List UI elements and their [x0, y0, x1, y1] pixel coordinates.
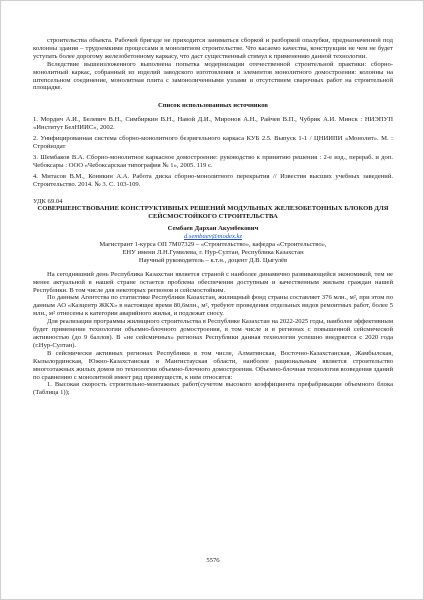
- affiliation-line: Магистрант 1-курса ОП 7М07329 – «Строительство», кафедра «Строительство»,: [99, 241, 327, 249]
- author-name: Сембаев Дархан Акумбекович: [167, 225, 259, 233]
- intro-paragraph: строительства объекта. Рабочей бригаде не приходится заниматься сборкой и разборкой опалубки, предназначенной под колонны здания – трудоемкими процессами в монолитном строительстве. Что касаемо качества, конструкции не чем не будет уступать более дорогому железобетонному каркасу, что даст существенный стимул к применению данной технологии.: [33, 37, 393, 60]
- page-number: 5576: [206, 557, 220, 564]
- body-paragraph: В сейсмически активных регионах Республики в том числе, Алматинская, Восточно-Казахстанская, Жамбылская, Кызылординская, Южно-Казахстанская и Мангистауская области, наиболее рациональным является строительство многоэтажных жилых домов по технологии объемно-блочного домостроения. Объемно-блочная технология возведения зданий по сравнению с монолитной имеет ряд преимуществ, к ним относятся:: [33, 349, 393, 381]
- reference-item: 4. Митасов В.М., Коникин А.А. Работа диска сборно-монолитного перекрытия // Известия высших учебных заведений. Строительство. 2014. № 3. С. 103-109.: [33, 172, 393, 188]
- list-item: 1. Высокая скорость строительно-монтажных работ(сучетом высокого коэффициента префабрикации объемного блока (Таблица 1));: [33, 381, 393, 397]
- references-heading: Список использованных источников: [158, 102, 268, 110]
- intro-paragraph: Вследствие вышеизложенного выполнена попытка модернизации отечественной строительной практики: сборно-монолитный каркас, собранный из изделий заводского изготовления и элементов монолитного домостроения: колонны на штепсельном соединение, монолитная плита с замоноличенными узлами и отсутствием сварочных работ на строительной площадке.: [33, 60, 393, 92]
- author-email-link[interactable]: d.sembaev@modex.kz: [183, 233, 243, 241]
- article-title: СОВЕРШЕНСТВОВАНИЕ КОНСТРУКТИВНЫХ РЕШЕНИЙ МОДУЛЬНЫХ ЖЕЛЕЗОБЕТОННЫХ БЛОКОВ ДЛЯ СЕЙСМОСТОЙКОГО СТРОИТЕЛЬСТВА: [37, 205, 389, 221]
- reference-item: 2. Унифицированная система сборно-монолитного безригельного каркаса КУБ 2.5. Выпуск 1-1 / ЦНИИПИ «Монолит». М. : Стройиздат: [33, 135, 393, 150]
- reference-item: 3. Шембаков В.А. Сборно-монолитное каркасное домостроение: руководство к принятию решения : 2-е изд., перераб. и доп. Чебоксары : ООО «Чебоксарская типография № 1», 2005. 119 с.: [33, 153, 393, 169]
- udk-code: УДК 69.04: [33, 197, 63, 205]
- supervisor-line: Научный руководитель – к.т.н., доцент Д.В. Цыгулёв: [138, 256, 288, 264]
- body-paragraph: Для реализации программы жилищного строительства в Республике Казахстан на 2022-2025 годы, наиболее эффективным будет применение технологии объемно-блочного домостроения, в том числе и в регионах с повышенной сейсмической активностью (до 9 баллов). В «не сейсмичных» регионах Республики данная технология успешно внедряется с 2020 года (г.Нур-Султан).: [33, 318, 393, 349]
- body-paragraph: На сегодняшний день Республика Казахстан является страной с наиболее динамично развивающейся экономикой, тем не менее актуальной в нашей стране остается проблема обеспечения доступным и качественным жильем граждан нашей Республики. В том числе для некоторых регионов и сейсмостойким.: [33, 270, 393, 294]
- reference-item: 1. Мордич А.И., Белевич В.Н., Симбиркин В.Н., Навой Д.И., Миронов А.Н., Райчев В.П., Чубрик А.И. Минск : НИЭПУП «Институт БелНИИС», 2002.: [33, 116, 393, 132]
- affiliation-line: ЕНУ имени Л.Н.Гумилева, г. Нур-Султан, Республика Казахстан: [122, 248, 304, 256]
- page-content: [33, 37, 393, 397]
- body-paragraph: По данным Агентства по статистике Республики Казахстан, жилищный фонд страны составляет 376 млн., м², при этом по данным АО «Казцентр ЖКХ» в настоящее время 80,6млн., м², требуют проведения отдельных видов ремонтных работ, более 5 млн., м² отнесены к категории аварийного жилья, и подлежат сносу.: [33, 294, 393, 318]
